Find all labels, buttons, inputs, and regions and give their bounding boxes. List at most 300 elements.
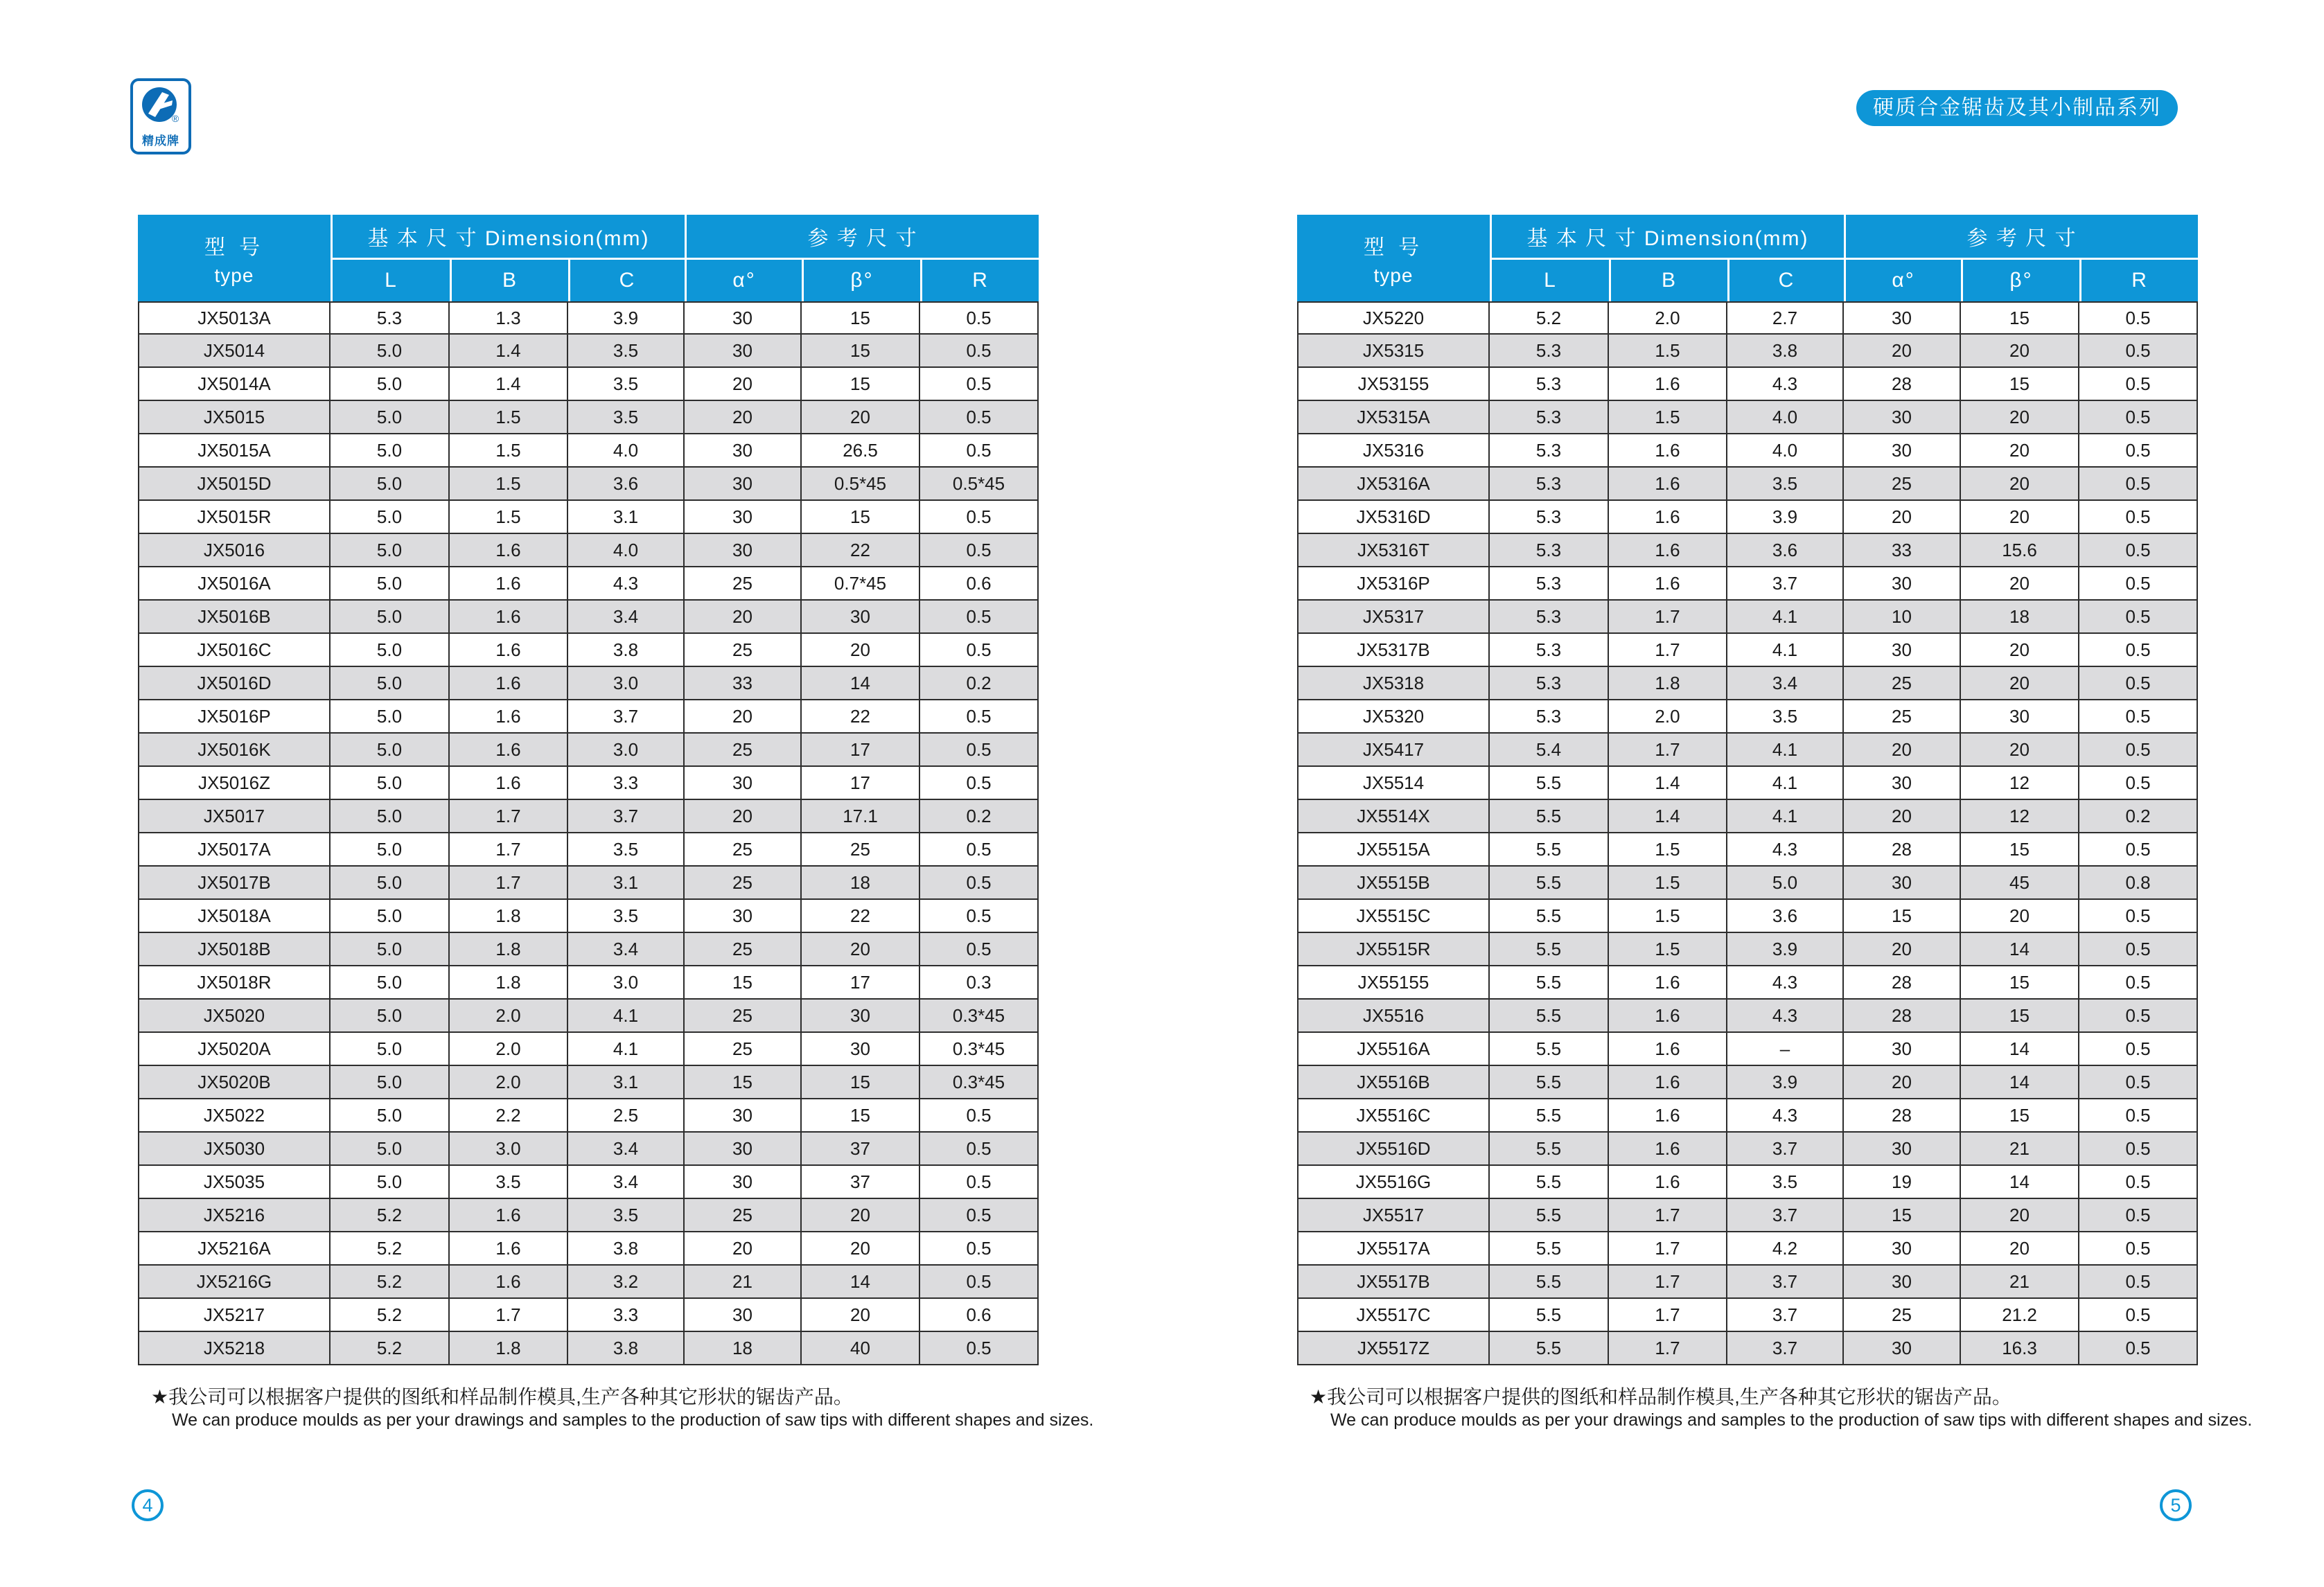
- cell-B: 1.6: [450, 1199, 568, 1232]
- cell-R: 0.5: [2079, 434, 2198, 468]
- cell-L: 5.3: [1490, 468, 1609, 501]
- cell-beta: 15: [802, 335, 920, 368]
- cell-beta: 20: [1961, 734, 2079, 767]
- table-row: [138, 867, 1039, 900]
- table-row: [138, 1199, 1039, 1232]
- cell-R: 0.5: [2079, 301, 2198, 335]
- cell-L: 5.2: [331, 1266, 450, 1299]
- table-row: [138, 933, 1039, 966]
- col-head-beta: β°: [1961, 258, 2079, 301]
- cell-type: JX5013A: [138, 301, 331, 335]
- cell-C: 3.0: [568, 966, 685, 1000]
- table-row: [138, 1066, 1039, 1099]
- table-row: [1297, 800, 2198, 833]
- col-head-R: R: [920, 258, 1039, 301]
- cell-B: 2.2: [450, 1099, 568, 1133]
- cell-R: 0.5: [920, 335, 1039, 368]
- cell-C: 3.7: [568, 800, 685, 833]
- cell-L: 5.5: [1490, 767, 1609, 800]
- cell-beta: 20: [1961, 401, 2079, 434]
- cell-R: 0.5: [2079, 734, 2198, 767]
- cell-L: 5.0: [331, 1066, 450, 1099]
- cell-alpha: 30: [685, 501, 802, 534]
- cell-B: 2.0: [1609, 301, 1727, 335]
- cell-R: 0.6: [920, 1299, 1039, 1332]
- cell-R: 0.5: [2079, 833, 2198, 867]
- cell-C: 5.0: [1727, 867, 1844, 900]
- cell-type: JX5318: [1297, 667, 1490, 700]
- cell-beta: 22: [802, 900, 920, 933]
- cell-C: 3.3: [568, 1299, 685, 1332]
- table-row: [138, 1133, 1039, 1166]
- cell-type: JX5020B: [138, 1066, 331, 1099]
- cell-type: JX5014: [138, 335, 331, 368]
- col-head-C: C: [568, 258, 685, 301]
- cell-L: 5.0: [331, 933, 450, 966]
- cell-C: 3.6: [1727, 534, 1844, 567]
- table-row: [1297, 601, 2198, 634]
- table-row: [1297, 1299, 2198, 1332]
- cell-R: 0.5: [2079, 1199, 2198, 1232]
- cell-B: 1.6: [1609, 1066, 1727, 1099]
- cell-R: 0.6: [920, 567, 1039, 601]
- cell-R: 0.5: [2079, 767, 2198, 800]
- cell-L: 5.2: [1490, 301, 1609, 335]
- cell-beta: 20: [1961, 335, 2079, 368]
- cell-R: 0.5: [920, 434, 1039, 468]
- table-row: [1297, 700, 2198, 734]
- cell-alpha: 20: [1844, 335, 1961, 368]
- table-row: [138, 601, 1039, 634]
- table-header: [1297, 215, 2198, 301]
- cell-C: 3.7: [568, 700, 685, 734]
- table-row: [138, 534, 1039, 567]
- cell-alpha: 25: [685, 634, 802, 667]
- company-logo-icon: [133, 86, 188, 130]
- cell-B: 1.7: [450, 867, 568, 900]
- cell-L: 5.5: [1490, 1066, 1609, 1099]
- cell-type: JX5515B: [1297, 867, 1490, 900]
- cell-alpha: 30: [1844, 634, 1961, 667]
- cell-beta: 15: [1961, 833, 2079, 867]
- cell-B: 2.0: [450, 1066, 568, 1099]
- table-row: [1297, 1232, 2198, 1266]
- cell-beta: 12: [1961, 800, 2079, 833]
- cell-alpha: 30: [1844, 767, 1961, 800]
- cell-beta: 17: [802, 767, 920, 800]
- cell-R: 0.3*45: [920, 1066, 1039, 1099]
- cell-L: 5.5: [1490, 1133, 1609, 1166]
- cell-B: 1.7: [1609, 1232, 1727, 1266]
- cell-L: 5.0: [331, 335, 450, 368]
- cell-R: 0.5: [2079, 335, 2198, 368]
- cell-L: 5.0: [331, 1166, 450, 1199]
- cell-B: 1.5: [450, 501, 568, 534]
- cell-beta: 26.5: [802, 434, 920, 468]
- cell-L: 5.0: [331, 468, 450, 501]
- cell-alpha: 25: [685, 867, 802, 900]
- cell-C: 3.5: [568, 401, 685, 434]
- cell-beta: 15: [802, 1066, 920, 1099]
- cell-type: JX5216A: [138, 1232, 331, 1266]
- cell-alpha: 15: [685, 1066, 802, 1099]
- cell-beta: 17: [802, 734, 920, 767]
- cell-type: JX5517A: [1297, 1232, 1490, 1266]
- table-row: [1297, 1099, 2198, 1133]
- cell-type: JX5220: [1297, 301, 1490, 335]
- footnote-zh: ★我公司可以根据客户提供的图纸和样品制作模具,生产各种其它形状的锯齿产品。: [1310, 1386, 2012, 1408]
- cell-alpha: 30: [1844, 567, 1961, 601]
- cell-alpha: 30: [685, 900, 802, 933]
- cell-type: JX5216: [138, 1199, 331, 1232]
- cell-C: 4.0: [1727, 401, 1844, 434]
- cell-alpha: 30: [685, 767, 802, 800]
- cell-beta: 20: [802, 1299, 920, 1332]
- table-row: [138, 634, 1039, 667]
- cell-beta: 37: [802, 1166, 920, 1199]
- table-row: [138, 368, 1039, 401]
- cell-L: 5.0: [331, 1033, 450, 1066]
- table-row: [1297, 1033, 2198, 1066]
- table-row: [1297, 567, 2198, 601]
- cell-alpha: 30: [1844, 1033, 1961, 1066]
- cell-C: 3.1: [568, 501, 685, 534]
- cell-C: 3.8: [568, 1232, 685, 1266]
- cell-C: 3.4: [568, 601, 685, 634]
- cell-B: 1.6: [1609, 966, 1727, 1000]
- cell-B: 1.6: [1609, 1099, 1727, 1133]
- cell-alpha: 33: [685, 667, 802, 700]
- cell-beta: 30: [802, 1000, 920, 1033]
- cell-R: 0.5: [2079, 1299, 2198, 1332]
- cell-R: 0.5: [2079, 1066, 2198, 1099]
- cell-alpha: 20: [685, 700, 802, 734]
- cell-L: 5.0: [331, 434, 450, 468]
- cell-alpha: 18: [685, 1332, 802, 1365]
- cell-R: 0.5: [920, 501, 1039, 534]
- table-row: [138, 1000, 1039, 1033]
- cell-type: JX5516G: [1297, 1166, 1490, 1199]
- cell-type: JX5016P: [138, 700, 331, 734]
- cell-B: 1.6: [450, 1232, 568, 1266]
- cell-type: JX5016A: [138, 567, 331, 601]
- col-head-L: L: [1490, 258, 1609, 301]
- cell-R: 0.5: [920, 767, 1039, 800]
- cell-R: 0.5: [920, 534, 1039, 567]
- table-body-right: [1297, 301, 2198, 1365]
- cell-R: 0.5: [2079, 634, 2198, 667]
- cell-alpha: 25: [685, 933, 802, 966]
- cell-C: 4.2: [1727, 1232, 1844, 1266]
- table-row: [1297, 833, 2198, 867]
- cell-B: 1.8: [1609, 667, 1727, 700]
- cell-alpha: 20: [685, 601, 802, 634]
- cell-B: 1.6: [1609, 434, 1727, 468]
- cell-B: 1.5: [1609, 900, 1727, 933]
- table-row: [1297, 468, 2198, 501]
- table-row: [1297, 767, 2198, 800]
- cell-B: 1.7: [1609, 734, 1727, 767]
- cell-B: 1.6: [450, 767, 568, 800]
- cell-B: 1.7: [1609, 634, 1727, 667]
- cell-L: 5.5: [1490, 1232, 1609, 1266]
- cell-type: JX5018A: [138, 900, 331, 933]
- cell-L: 5.0: [331, 966, 450, 1000]
- col-group-reference-dimension: 参 考 尺 寸: [685, 215, 1039, 258]
- cell-R: 0.5: [920, 401, 1039, 434]
- cell-type: JX5016B: [138, 601, 331, 634]
- table-row: [1297, 900, 2198, 933]
- table-row: [1297, 1066, 2198, 1099]
- cell-beta: 20: [1961, 434, 2079, 468]
- col-group-basic-dimension: 基 本 尺 寸 Dimension(mm): [331, 215, 685, 258]
- table-row: [138, 401, 1039, 434]
- table-row: [1297, 734, 2198, 767]
- cell-alpha: 28: [1844, 1099, 1961, 1133]
- cell-L: 5.3: [1490, 634, 1609, 667]
- cell-R: 0.8: [2079, 867, 2198, 900]
- cell-alpha: 25: [1844, 700, 1961, 734]
- cell-R: 0.5*45: [920, 468, 1039, 501]
- cell-R: 0.5: [2079, 1133, 2198, 1166]
- cell-alpha: 30: [1844, 1332, 1961, 1365]
- cell-alpha: 30: [685, 301, 802, 335]
- registered-mark: ®: [171, 113, 179, 124]
- table-row: [138, 1166, 1039, 1199]
- cell-alpha: 30: [685, 1133, 802, 1166]
- cell-type: JX5017B: [138, 867, 331, 900]
- cell-L: 5.5: [1490, 1166, 1609, 1199]
- cell-R: 0.5: [920, 833, 1039, 867]
- col-head-B: B: [1609, 258, 1727, 301]
- cell-L: 5.5: [1490, 966, 1609, 1000]
- table-row: [138, 734, 1039, 767]
- cell-R: 0.5: [2079, 1099, 2198, 1133]
- cell-C: 3.2: [568, 1266, 685, 1299]
- cell-C: 3.4: [568, 1166, 685, 1199]
- cell-beta: 30: [802, 1033, 920, 1066]
- cell-type: JX5015A: [138, 434, 331, 468]
- cell-C: 3.4: [1727, 667, 1844, 700]
- cell-type: JX5015R: [138, 501, 331, 534]
- cell-alpha: 20: [1844, 501, 1961, 534]
- cell-beta: 21.2: [1961, 1299, 2079, 1332]
- cell-R: 0.3*45: [920, 1033, 1039, 1066]
- cell-type: JX5517B: [1297, 1266, 1490, 1299]
- cell-B: 1.7: [1609, 1299, 1727, 1332]
- cell-L: 5.5: [1490, 933, 1609, 966]
- table-row: [138, 800, 1039, 833]
- cell-type: JX5514X: [1297, 800, 1490, 833]
- cell-alpha: 20: [1844, 933, 1961, 966]
- cell-L: 5.5: [1490, 1199, 1609, 1232]
- cell-B: 1.6: [1609, 1133, 1727, 1166]
- cell-type: JX5015: [138, 401, 331, 434]
- cell-B: 1.6: [1609, 567, 1727, 601]
- cell-C: 3.5: [568, 1199, 685, 1232]
- cell-L: 5.3: [1490, 700, 1609, 734]
- cell-L: 5.5: [1490, 1099, 1609, 1133]
- cell-B: 2.0: [450, 1000, 568, 1033]
- cell-C: 4.0: [568, 534, 685, 567]
- cell-beta: 17: [802, 966, 920, 1000]
- cell-B: 1.4: [1609, 800, 1727, 833]
- cell-beta: 15: [802, 368, 920, 401]
- cell-B: 1.6: [450, 567, 568, 601]
- cell-type: JX5515C: [1297, 900, 1490, 933]
- cell-R: 0.5: [920, 1199, 1039, 1232]
- cell-C: 2.7: [1727, 301, 1844, 335]
- cell-C: 4.0: [568, 434, 685, 468]
- cell-R: 0.5: [920, 1133, 1039, 1166]
- cell-beta: 15: [1961, 368, 2079, 401]
- footnote-zh: ★我公司可以根据客户提供的图纸和样品制作模具,生产各种其它形状的锯齿产品。: [151, 1386, 853, 1408]
- cell-B: 1.7: [1609, 1332, 1727, 1365]
- cell-B: 1.7: [1609, 1199, 1727, 1232]
- col-head-beta: β°: [802, 258, 920, 301]
- cell-alpha: 20: [685, 1232, 802, 1266]
- cell-C: 3.3: [568, 767, 685, 800]
- cell-beta: 20: [1961, 1232, 2079, 1266]
- col-group-basic-dimension: 基 本 尺 寸 Dimension(mm): [1490, 215, 1844, 258]
- footnote-right: [1310, 1385, 2294, 1431]
- table-row: [1297, 966, 2198, 1000]
- cell-B: 1.5: [1609, 867, 1727, 900]
- cell-beta: 14: [1961, 1166, 2079, 1199]
- cell-C: 3.5: [1727, 700, 1844, 734]
- cell-type: JX5317B: [1297, 634, 1490, 667]
- cell-B: 1.7: [450, 833, 568, 867]
- cell-R: 0.5: [920, 734, 1039, 767]
- cell-type: JX5316D: [1297, 501, 1490, 534]
- cell-alpha: 25: [685, 1033, 802, 1066]
- footnote-left: [151, 1385, 1135, 1431]
- table-row: [1297, 501, 2198, 534]
- cell-C: 4.0: [1727, 434, 1844, 468]
- cell-type: JX5316: [1297, 434, 1490, 468]
- cell-L: 5.3: [1490, 601, 1609, 634]
- cell-type: JX5516B: [1297, 1066, 1490, 1099]
- cell-B: 1.6: [1609, 1166, 1727, 1199]
- cell-B: 1.5: [1609, 833, 1727, 867]
- table-row: [1297, 1133, 2198, 1166]
- cell-L: 5.5: [1490, 1033, 1609, 1066]
- cell-C: 3.5: [568, 900, 685, 933]
- table-row: [1297, 434, 2198, 468]
- col-head-type: 型 号 type: [138, 215, 331, 301]
- col-head-alpha: α°: [1844, 258, 1961, 301]
- cell-R: 0.5: [2079, 900, 2198, 933]
- cell-B: 1.7: [1609, 1266, 1727, 1299]
- cell-alpha: 20: [1844, 1066, 1961, 1099]
- cell-type: JX5516D: [1297, 1133, 1490, 1166]
- cell-C: 3.1: [568, 867, 685, 900]
- cell-beta: 12: [1961, 767, 2079, 800]
- cell-R: 0.5: [920, 1099, 1039, 1133]
- cell-type: JX5514: [1297, 767, 1490, 800]
- cell-B: 1.6: [1609, 1000, 1727, 1033]
- col-head-type: 型 号 type: [1297, 215, 1490, 301]
- table-row: [138, 1332, 1039, 1365]
- cell-R: 0.5: [2079, 1000, 2198, 1033]
- cell-beta: 30: [802, 601, 920, 634]
- cell-alpha: 20: [1844, 800, 1961, 833]
- cell-type: JX5217: [138, 1299, 331, 1332]
- table-row: [138, 301, 1039, 335]
- cell-beta: 15: [1961, 1000, 2079, 1033]
- cell-R: 0.5: [2079, 1166, 2198, 1199]
- cell-type: JX5216G: [138, 1266, 331, 1299]
- col-group-reference-dimension: 参 考 尺 寸: [1844, 215, 2198, 258]
- cell-B: 1.6: [450, 634, 568, 667]
- cell-B: 1.8: [450, 1332, 568, 1365]
- cell-B: 1.6: [1609, 468, 1727, 501]
- cell-R: 0.5: [920, 1266, 1039, 1299]
- cell-type: JX5316T: [1297, 534, 1490, 567]
- cell-C: 4.3: [568, 567, 685, 601]
- logo-brand-text: 精成牌: [142, 134, 179, 148]
- cell-alpha: 30: [1844, 301, 1961, 335]
- cell-alpha: 25: [685, 1199, 802, 1232]
- cell-L: 5.5: [1490, 800, 1609, 833]
- col-head-L: L: [331, 258, 450, 301]
- cell-B: 3.5: [450, 1166, 568, 1199]
- table-body-left: [138, 301, 1039, 1365]
- cell-alpha: 30: [1844, 867, 1961, 900]
- cell-L: 5.0: [331, 734, 450, 767]
- cell-L: 5.4: [1490, 734, 1609, 767]
- cell-B: 2.0: [450, 1033, 568, 1066]
- cell-beta: 15: [1961, 966, 2079, 1000]
- cell-L: 5.0: [331, 634, 450, 667]
- cell-beta: 37: [802, 1133, 920, 1166]
- cell-beta: 0.7*45: [802, 567, 920, 601]
- cell-C: 4.3: [1727, 368, 1844, 401]
- cell-C: 3.7: [1727, 567, 1844, 601]
- cell-alpha: 21: [685, 1266, 802, 1299]
- page-number-left: 4: [132, 1489, 164, 1521]
- cell-alpha: 25: [685, 1000, 802, 1033]
- cell-C: 2.5: [568, 1099, 685, 1133]
- cell-L: 5.2: [331, 1232, 450, 1266]
- cell-R: 0.5: [920, 634, 1039, 667]
- cell-type: JX5315A: [1297, 401, 1490, 434]
- cell-C: 4.1: [568, 1000, 685, 1033]
- cell-alpha: 15: [685, 966, 802, 1000]
- cell-C: 3.5: [568, 833, 685, 867]
- cell-alpha: 20: [685, 401, 802, 434]
- cell-B: 1.8: [450, 933, 568, 966]
- cell-beta: 18: [802, 867, 920, 900]
- cell-R: 0.5: [920, 601, 1039, 634]
- cell-C: 4.3: [1727, 966, 1844, 1000]
- table-row: [138, 700, 1039, 734]
- cell-R: 0.3*45: [920, 1000, 1039, 1033]
- cell-L: 5.3: [1490, 434, 1609, 468]
- cell-C: 4.1: [1727, 734, 1844, 767]
- cell-type: JX5317: [1297, 601, 1490, 634]
- cell-R: 0.2: [2079, 800, 2198, 833]
- cell-alpha: 30: [685, 1099, 802, 1133]
- cell-type: JX5517Z: [1297, 1332, 1490, 1365]
- table-row: [138, 966, 1039, 1000]
- cell-beta: 15: [802, 301, 920, 335]
- cell-R: 0.5: [920, 700, 1039, 734]
- cell-C: 3.5: [568, 368, 685, 401]
- table-row: [1297, 1332, 2198, 1365]
- cell-beta: 20: [802, 634, 920, 667]
- table-row: [1297, 401, 2198, 434]
